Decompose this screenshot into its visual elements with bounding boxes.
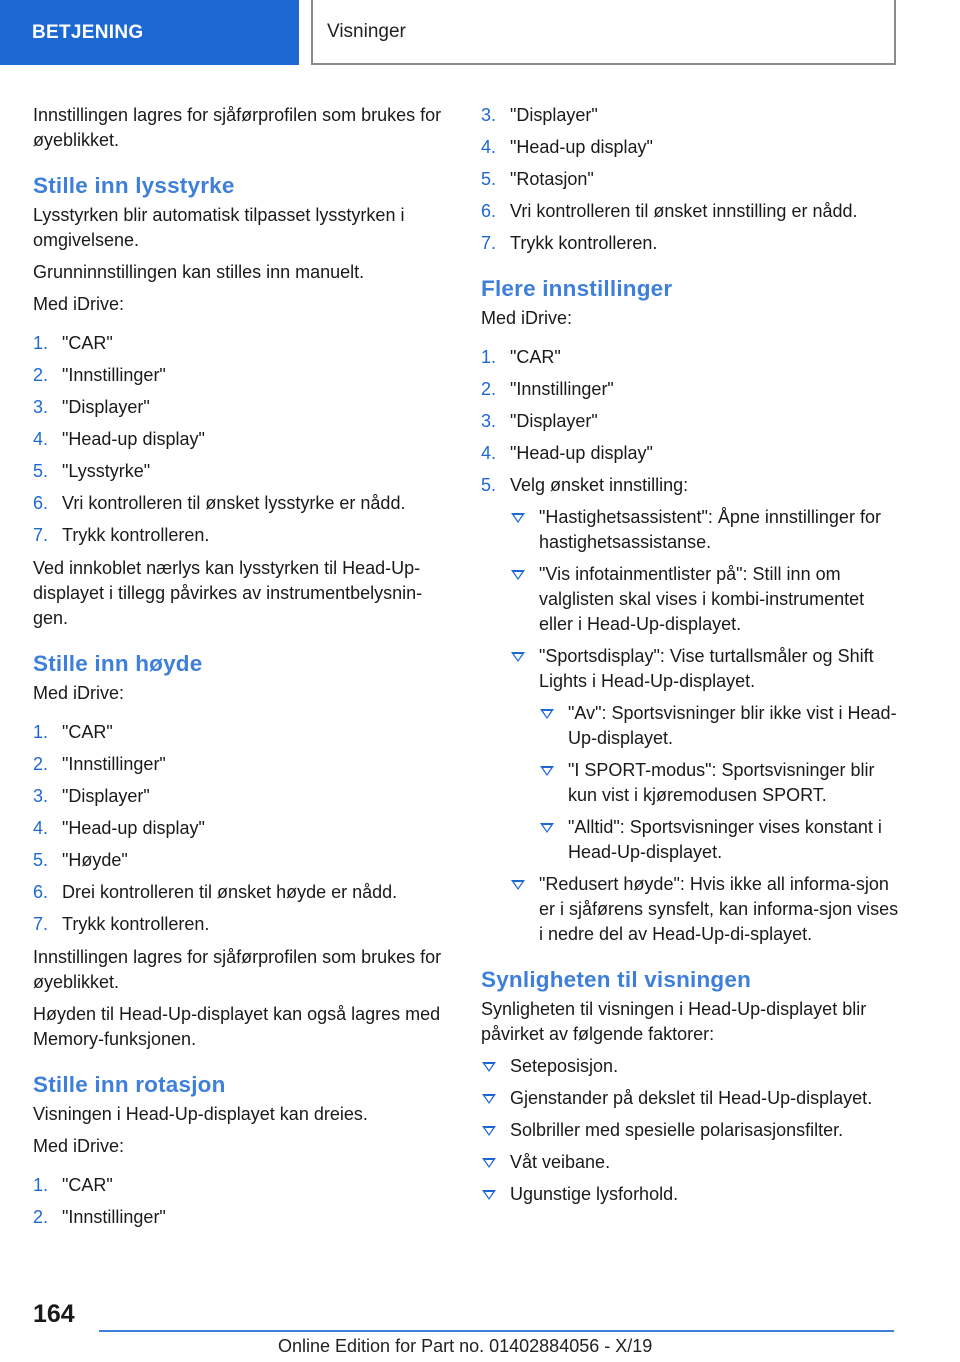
edition-text: Online Edition for Part no. 01402884056 - X/19 xyxy=(278,1336,653,1356)
list-item xyxy=(481,1150,901,1175)
section-tab: BETJENING xyxy=(0,0,299,65)
brightness-text-2: Grunninnstillingen kan stilles inn manuelt. xyxy=(33,262,365,282)
step-number: 6. xyxy=(33,493,49,513)
height-note-2: Høyden til Head-Up-displayet kan også lagres med Memory-funksjonen. xyxy=(33,1004,441,1049)
step-number: 6. xyxy=(481,201,497,221)
list-item xyxy=(481,1086,901,1111)
step-number: 1. xyxy=(33,333,49,353)
factor-text: Solbriller med spesielle polarisasjonsfilter. xyxy=(510,1120,844,1140)
list-item xyxy=(33,816,451,841)
list-item xyxy=(481,1118,901,1143)
step-number: 3. xyxy=(33,786,49,806)
visibility-text: Synligheten til visningen i Head-Up-displayet blir påvirket av følgende faktorer: xyxy=(481,999,867,1044)
list-item xyxy=(33,1205,451,1230)
heading-more-settings: Flere innstillinger xyxy=(481,276,673,301)
triangle-bullet-icon xyxy=(540,766,554,776)
chapter-title: Visninger xyxy=(311,0,896,65)
step-text: "Høyde" xyxy=(62,850,128,870)
list-item xyxy=(510,505,901,555)
sport-option-list xyxy=(539,701,901,865)
step-number: 1. xyxy=(33,1175,49,1195)
step-text: Trykk kontrolleren. xyxy=(62,914,210,934)
list-item xyxy=(33,331,451,356)
option-list xyxy=(510,505,901,947)
factor-text: Ugunstige lysforhold. xyxy=(510,1184,679,1204)
footer-divider xyxy=(99,1330,894,1332)
list-item xyxy=(481,409,901,434)
step-text: "CAR" xyxy=(62,333,113,353)
step-text: "Rotasjon" xyxy=(510,169,594,189)
list-item xyxy=(33,363,451,388)
step-number: 2. xyxy=(33,1207,49,1227)
triangle-bullet-icon xyxy=(482,1158,496,1168)
step-number: 4. xyxy=(481,137,497,157)
step-number: 7. xyxy=(33,525,49,545)
step-text: "Head-up display" xyxy=(510,137,653,157)
factor-text: Seteposisjon. xyxy=(510,1056,619,1076)
step-text: Velg ønsket innstilling: xyxy=(510,475,689,495)
list-item xyxy=(481,1182,901,1207)
step-number: 5. xyxy=(481,169,497,189)
list-item xyxy=(33,752,451,777)
list-item xyxy=(481,473,901,947)
list-item xyxy=(510,562,901,637)
step-number: 2. xyxy=(481,379,497,399)
list-item xyxy=(481,135,901,160)
factor-text: Våt veibane. xyxy=(510,1152,611,1172)
option-text: "Alltid": Sportsvisninger vises konstant i Head-Up-displayet. xyxy=(568,817,882,862)
step-number: 1. xyxy=(33,722,49,742)
step-text: "Displayer" xyxy=(62,397,150,417)
list-item xyxy=(33,784,451,809)
step-text: "Lysstyrke" xyxy=(62,461,151,481)
list-item xyxy=(33,459,451,484)
option-text: "Hastighetsassistent": Åpne innstillinger for hastighetsassistanse. xyxy=(539,507,881,552)
step-text: "Innstillinger" xyxy=(510,379,614,399)
height-text-1: Med iDrive: xyxy=(33,683,125,703)
triangle-bullet-icon xyxy=(511,570,525,580)
brightness-steps xyxy=(33,331,451,548)
list-item xyxy=(481,103,901,128)
list-item xyxy=(539,758,901,808)
step-number: 1. xyxy=(481,347,497,367)
triangle-bullet-icon xyxy=(482,1062,496,1072)
option-text: "Vis infotainmentlister på": Still inn om valglisten skal vises i kombi-instrumentet eller i Head-Up-displayet. xyxy=(539,564,865,634)
brightness-note: Ved innkoblet nærlys kan lysstyrken til Head-Up-displayet i tillegg påvirkes av instrumentbelysnin-gen. xyxy=(33,558,423,628)
list-item xyxy=(510,644,901,865)
heading-visibility: Synligheten til visningen xyxy=(481,967,752,992)
heading-height: Stille inn høyde xyxy=(33,651,203,676)
step-number: 4. xyxy=(33,429,49,449)
page-number: 164 xyxy=(33,1300,75,1328)
heading-rotation: Stille inn rotasjon xyxy=(33,1072,226,1097)
step-text: "Displayer" xyxy=(62,786,150,806)
triangle-bullet-icon xyxy=(540,709,554,719)
step-text: Trykk kontrolleren. xyxy=(510,233,658,253)
step-text: "CAR" xyxy=(510,347,561,367)
step-number: 7. xyxy=(481,233,497,253)
list-item xyxy=(481,1054,901,1079)
triangle-bullet-icon xyxy=(482,1094,496,1104)
heading-brightness: Stille inn lysstyrke xyxy=(33,173,235,198)
step-text: "Innstillinger" xyxy=(62,365,166,385)
triangle-bullet-icon xyxy=(540,823,554,833)
step-number: 6. xyxy=(33,882,49,902)
step-number: 2. xyxy=(33,754,49,774)
option-text: "Redusert høyde": Hvis ikke all informa-sjon er i sjåførens synsfelt, kan informa-sjon vises i nedre del av Head-Up-di-splayet. xyxy=(539,874,899,944)
list-item xyxy=(510,872,901,947)
list-item xyxy=(481,345,901,370)
step-number: 3. xyxy=(481,105,497,125)
height-steps xyxy=(33,720,451,937)
right-column xyxy=(481,103,901,1214)
factor-list xyxy=(481,1054,901,1207)
list-item xyxy=(539,815,901,865)
list-item xyxy=(33,848,451,873)
step-text: Vri kontrolleren til ønsket lysstyrke er nådd. xyxy=(62,493,406,513)
step-text: "CAR" xyxy=(62,1175,113,1195)
step-number: 5. xyxy=(33,461,49,481)
list-item xyxy=(481,377,901,402)
option-text: "Sportsdisplay": Vise turtallsmåler og Shift Lights i Head-Up-displayet. xyxy=(539,646,874,691)
list-item xyxy=(33,720,451,745)
more-text-1: Med iDrive: xyxy=(481,308,573,328)
rotation-text-2: Med iDrive: xyxy=(33,1136,125,1156)
left-column xyxy=(33,103,451,1238)
step-number: 3. xyxy=(481,411,497,431)
list-item xyxy=(33,491,451,516)
list-item xyxy=(481,441,901,466)
step-text: "Innstillinger" xyxy=(62,1207,166,1227)
brightness-text-1: Lysstyrken blir automatisk tilpasset lysstyrken i omgivelsene. xyxy=(33,205,405,250)
step-number: 4. xyxy=(481,443,497,463)
step-text: "CAR" xyxy=(62,722,113,742)
step-text: Vri kontrolleren til ønsket innstilling er nådd. xyxy=(510,201,858,221)
height-note-1: Innstillingen lagres for sjåførprofilen som brukes for øyeblikket. xyxy=(33,947,442,992)
step-text: Trykk kontrolleren. xyxy=(62,525,210,545)
option-text: "Av": Sportsvisninger blir ikke vist i Head-Up-displayet. xyxy=(568,703,897,748)
step-number: 2. xyxy=(33,365,49,385)
triangle-bullet-icon xyxy=(511,513,525,523)
step-number: 4. xyxy=(33,818,49,838)
step-number: 5. xyxy=(33,850,49,870)
list-item xyxy=(481,231,901,256)
list-item xyxy=(33,427,451,452)
list-item xyxy=(33,880,451,905)
list-item xyxy=(539,701,901,751)
list-item xyxy=(481,199,901,224)
triangle-bullet-icon xyxy=(482,1190,496,1200)
step-text: "Head-up display" xyxy=(62,818,205,838)
brightness-text-3: Med iDrive: xyxy=(33,294,125,314)
more-steps xyxy=(481,345,901,947)
step-number: 3. xyxy=(33,397,49,417)
step-text: "Displayer" xyxy=(510,105,598,125)
list-item xyxy=(33,912,451,937)
step-text: "Innstillinger" xyxy=(62,754,166,774)
step-text: "Head-up display" xyxy=(62,429,205,449)
list-item xyxy=(481,167,901,192)
intro-text: Innstillingen lagres for sjåførprofilen som brukes for øyeblikket. xyxy=(33,105,442,150)
step-number: 5. xyxy=(481,475,497,495)
rotation-text-1: Visningen i Head-Up-displayet kan dreies. xyxy=(33,1104,368,1124)
list-item xyxy=(33,395,451,420)
step-text: "Head-up display" xyxy=(510,443,653,463)
step-text: Drei kontrolleren til ønsket høyde er nådd. xyxy=(62,882,398,902)
triangle-bullet-icon xyxy=(511,652,525,662)
option-text: "I SPORT-modus": Sportsvisninger blir kun vist i kjøremodusen SPORT. xyxy=(568,760,875,805)
triangle-bullet-icon xyxy=(511,880,525,890)
step-number: 7. xyxy=(33,914,49,934)
list-item xyxy=(33,1173,451,1198)
triangle-bullet-icon xyxy=(482,1126,496,1136)
factor-text: Gjenstander på dekslet til Head-Up-displayet. xyxy=(510,1088,873,1108)
step-text: "Displayer" xyxy=(510,411,598,431)
list-item xyxy=(33,523,451,548)
rotation-steps-continued xyxy=(481,103,901,256)
rotation-steps xyxy=(33,1173,451,1230)
